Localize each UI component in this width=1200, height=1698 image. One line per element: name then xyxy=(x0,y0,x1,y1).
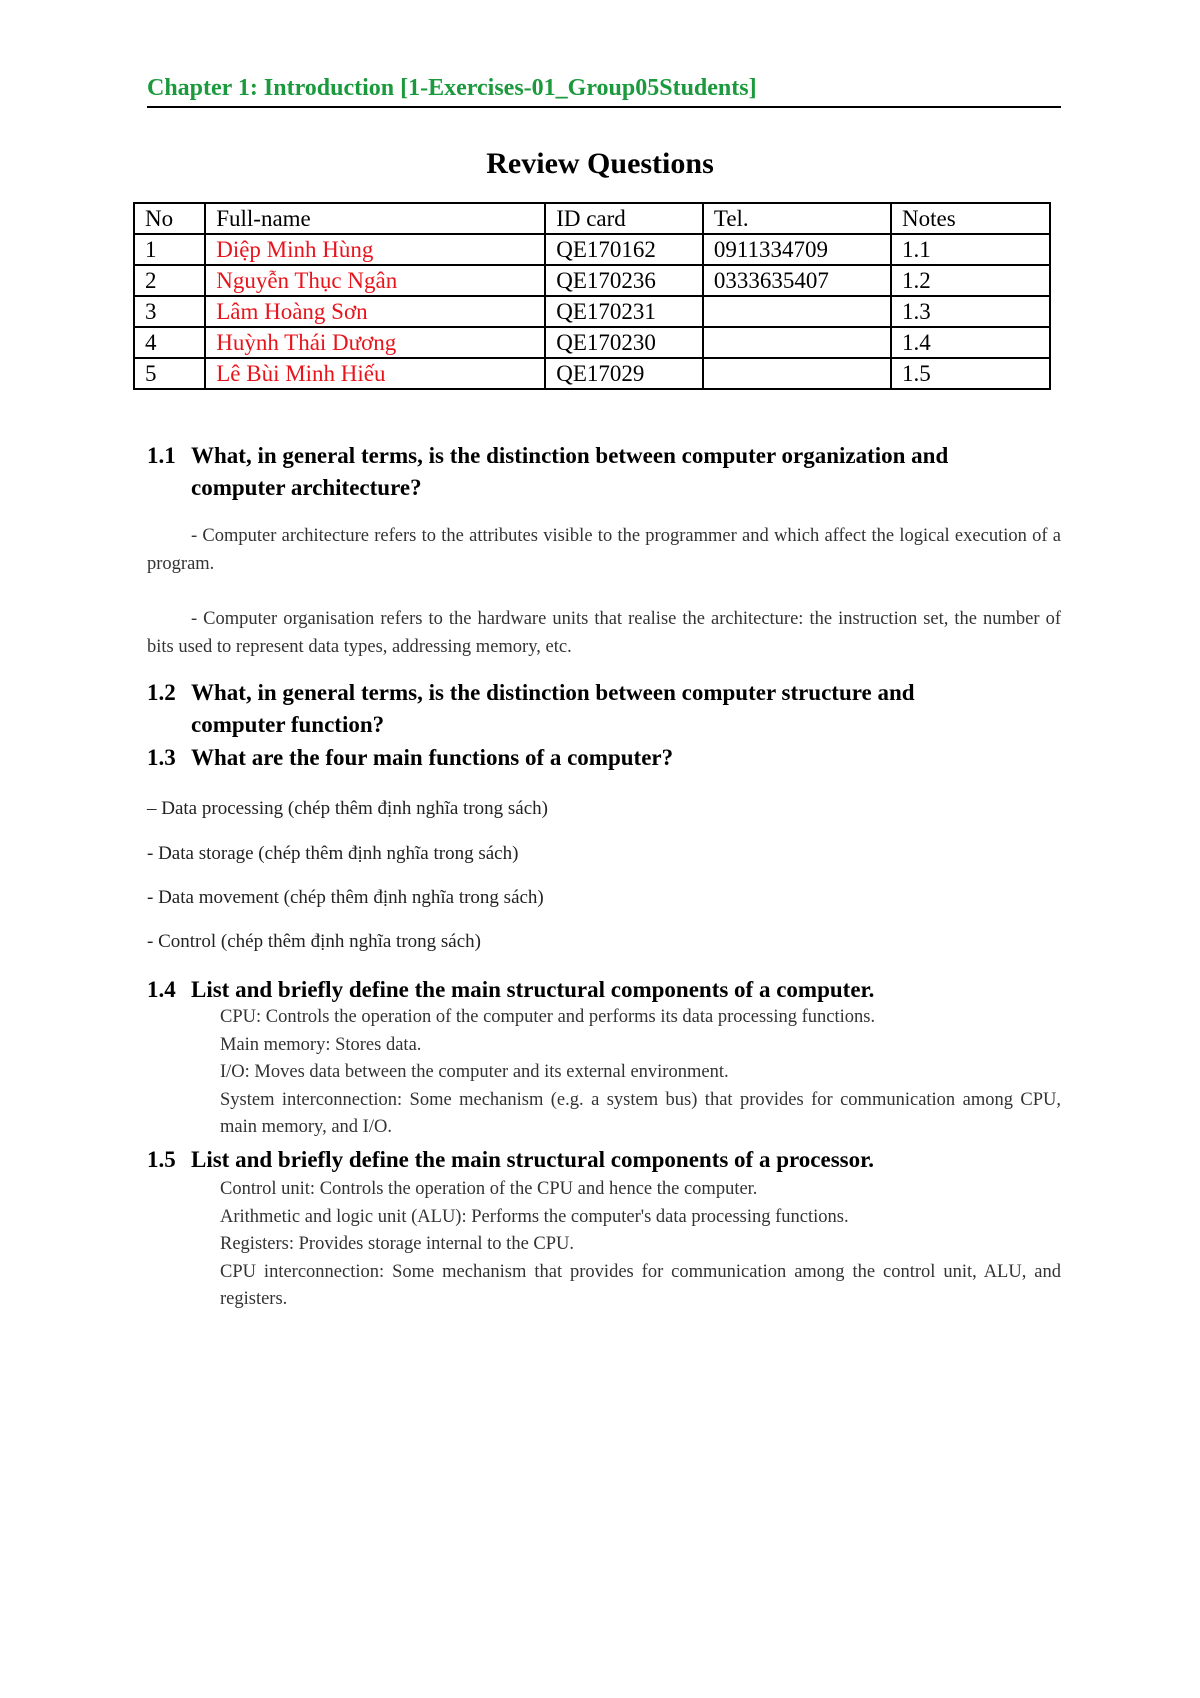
table-row xyxy=(134,296,1050,327)
cell-tel xyxy=(703,358,891,389)
question-text: List and briefly define the main structural components of a processor. xyxy=(191,1147,874,1172)
members-table xyxy=(133,202,1051,390)
question-text: What, in general terms, is the distinction between computer organization and xyxy=(191,443,949,468)
cell-tel: 0333635407 xyxy=(703,265,891,296)
cell-full-name: Diệp Minh Hùng xyxy=(205,234,545,265)
column-header-tel: Tel. xyxy=(703,203,891,234)
cell-notes: 1.3 xyxy=(891,296,1050,327)
cell-no: 3 xyxy=(134,296,205,327)
question-text: What are the four main functions of a computer? xyxy=(191,745,674,770)
question-number: 1.1 xyxy=(147,443,176,468)
list-item: CPU interconnection: Some mechanism that provides for communication among the control unit, ALU, and registers. xyxy=(220,1261,1061,1309)
list-item: - Data storage (chép thêm định nghĩa trong sách) xyxy=(147,843,519,864)
list-item: - Control (chép thêm định nghĩa trong sách) xyxy=(147,931,482,952)
list-item: – Data processing (chép thêm định nghĩa trong sách) xyxy=(147,798,548,819)
table-row xyxy=(134,265,1050,296)
definition-list-processor xyxy=(220,1176,1061,1314)
question-1-5 xyxy=(147,1144,1061,1176)
list-item: System interconnection: Some mechanism (e.g. a system bus) that provides for communication among CPU, main memory, and I/O. xyxy=(220,1089,1061,1137)
chapter-header: Chapter 1: Introduction [1-Exercises-01_Group05Students] xyxy=(147,74,1061,108)
cell-id-card: QE170236 xyxy=(545,265,703,296)
list-item: Registers: Provides storage internal to the CPU. xyxy=(220,1234,575,1254)
list-item: Arithmetic and logic unit (ALU): Performs the computer's data processing functions. xyxy=(220,1206,849,1227)
list-item: - Data movement (chép thêm định nghĩa trong sách) xyxy=(147,887,544,908)
definition-list-computer xyxy=(220,1004,1061,1142)
cell-full-name: Huỳnh Thái Dương xyxy=(205,327,545,358)
page-title: Review Questions xyxy=(486,147,714,180)
cell-tel xyxy=(703,296,891,327)
cell-tel: 0911334709 xyxy=(703,234,891,265)
question-number: 1.5 xyxy=(147,1147,176,1172)
cell-id-card: QE170162 xyxy=(545,234,703,265)
column-header-no: No xyxy=(134,203,205,234)
question-text-continued: computer function? xyxy=(191,712,385,737)
cell-notes: 1.1 xyxy=(891,234,1050,265)
table-row xyxy=(134,234,1050,265)
question-1-2 xyxy=(147,677,1061,741)
cell-full-name: Nguyễn Thục Ngân xyxy=(205,265,545,296)
list-item: CPU: Controls the operation of the computer and performs its data processing functions. xyxy=(220,1007,876,1027)
table-row xyxy=(134,327,1050,358)
cell-id-card: QE170230 xyxy=(545,327,703,358)
cell-no: 5 xyxy=(134,358,205,389)
cell-notes: 1.2 xyxy=(891,265,1050,296)
question-number: 1.2 xyxy=(147,680,176,705)
question-text-continued: computer architecture? xyxy=(191,475,422,500)
cell-id-card: QE17029 xyxy=(545,358,703,389)
table-header-row xyxy=(134,203,1050,234)
cell-tel xyxy=(703,327,891,358)
answer-1-1-organisation xyxy=(147,605,1061,661)
question-1-1 xyxy=(147,440,1061,504)
column-header-full-name: Full-name xyxy=(205,203,545,234)
cell-no: 4 xyxy=(134,327,205,358)
column-header-id-card: ID card xyxy=(545,203,703,234)
cell-full-name: Lê Bùi Minh Hiếu xyxy=(205,358,545,389)
question-number: 1.3 xyxy=(147,745,176,770)
answer-paragraph: - Computer organisation refers to the hardware units that realise the architecture: the instruction set, the number of bits used to represent data types, addressing memory, etc. xyxy=(147,609,1061,657)
question-1-4 xyxy=(147,974,1061,1006)
list-item: I/O: Moves data between the computer and its external environment. xyxy=(220,1062,729,1082)
table-row xyxy=(134,358,1050,389)
answer-1-1-architecture xyxy=(147,522,1061,578)
cell-id-card: QE170231 xyxy=(545,296,703,327)
cell-no: 2 xyxy=(134,265,205,296)
list-item: Control unit: Controls the operation of the CPU and hence the computer. xyxy=(220,1179,758,1199)
question-text: List and briefly define the main structural components of a computer. xyxy=(191,977,875,1002)
cell-no: 1 xyxy=(134,234,205,265)
cell-notes: 1.4 xyxy=(891,327,1050,358)
column-header-notes: Notes xyxy=(891,203,1050,234)
answer-paragraph: - Computer architecture refers to the attributes visible to the programmer and which affect the logical execution of a program. xyxy=(147,526,1061,574)
question-number: 1.4 xyxy=(147,977,176,1002)
question-text: What, in general terms, is the distinction between computer structure and xyxy=(191,680,915,705)
question-1-3 xyxy=(147,742,1061,774)
cell-full-name: Lâm Hoàng Sơn xyxy=(205,296,545,327)
cell-notes: 1.5 xyxy=(891,358,1050,389)
list-item: Main memory: Stores data. xyxy=(220,1034,422,1055)
